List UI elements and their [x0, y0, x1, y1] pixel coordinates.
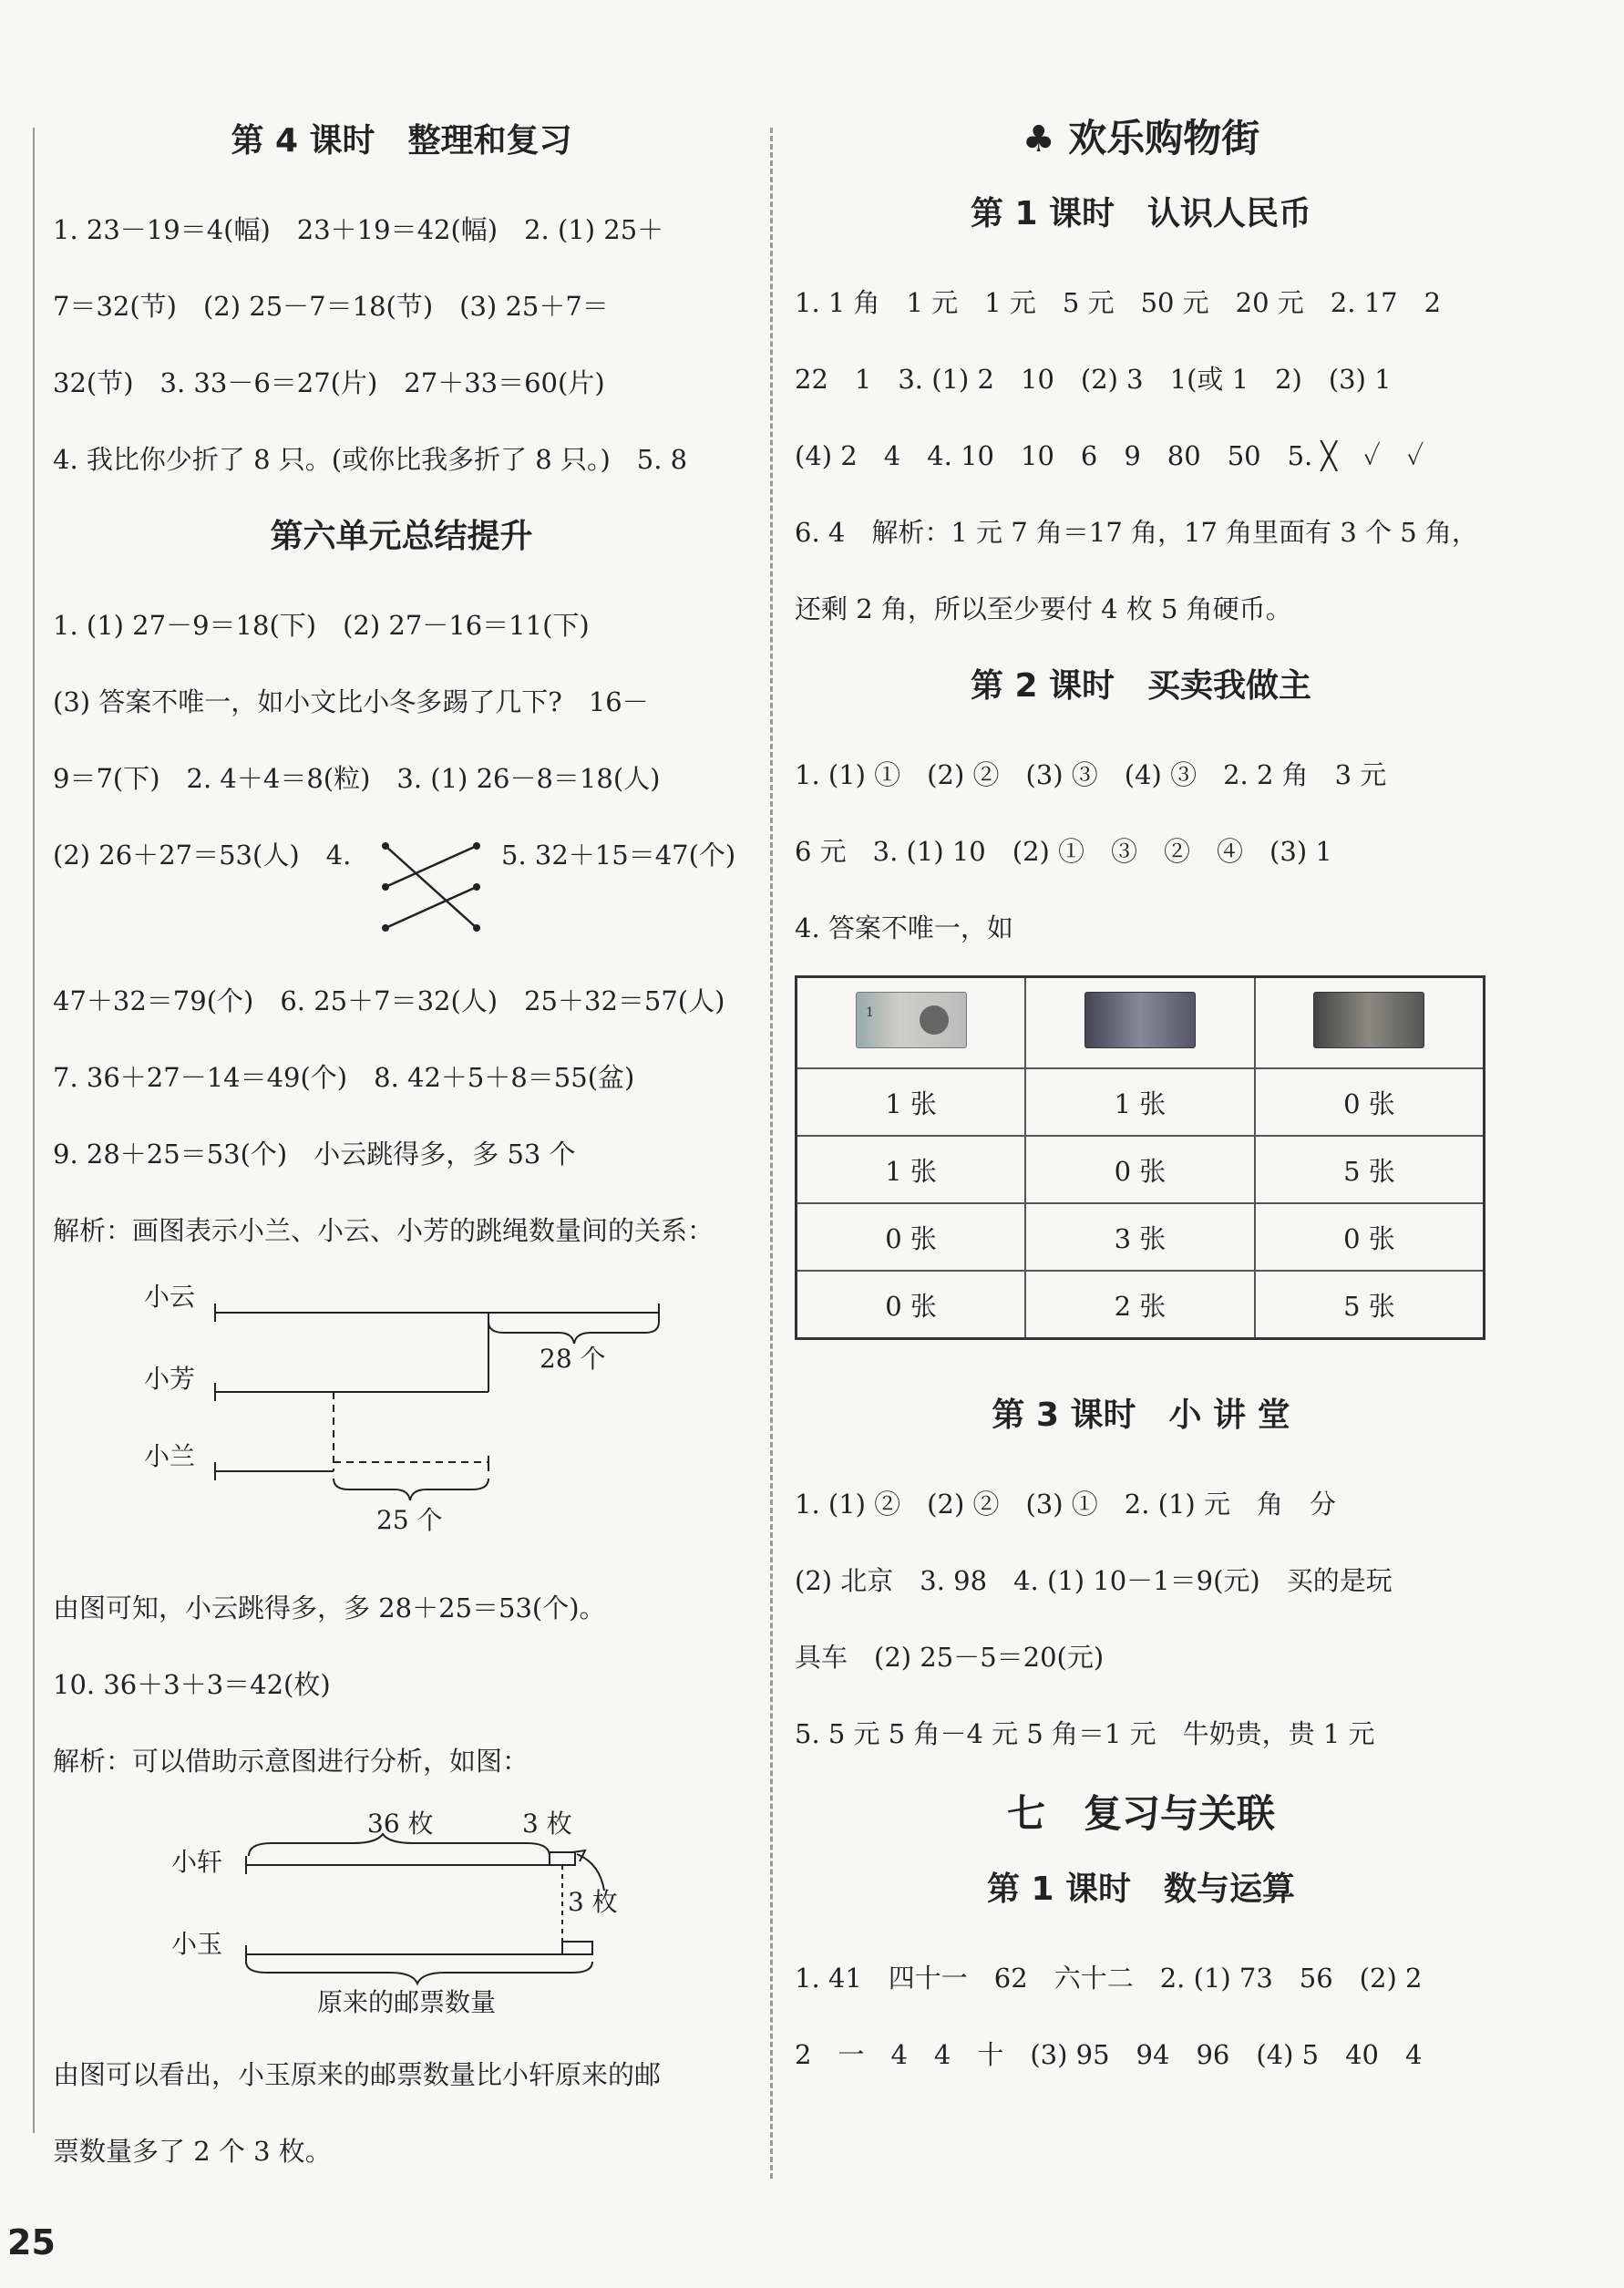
matching-line-row [53, 817, 750, 963]
matching-diagram [376, 828, 486, 946]
diagram-label: 36 枚 [367, 1809, 434, 1839]
table-cell: 3 张 [1025, 1203, 1255, 1271]
answer-line: 1. (1) 27－9＝18(下) (2) 27－16＝11(下) [53, 610, 590, 641]
answer-line: 4. 答案不唯一，如 [795, 912, 1013, 943]
banknote-5-jiao [1025, 977, 1255, 1069]
right-column [795, 116, 1487, 2093]
table-cell: 5 张 [1255, 1136, 1485, 1203]
answer-line: 22 1 3. (1) 2 10 (2) 3 1(或 1 2) (3) 1 [795, 364, 1392, 395]
brace-label: 28 个 [540, 1344, 606, 1374]
unit-title: ♣ 欢乐购物街 [1022, 116, 1260, 160]
match-line [385, 846, 477, 887]
answer-line: 由图可知，小云跳得多，多 28＋25＝53(个)。 [53, 1592, 606, 1623]
answer-text: 5. 32＋15＝47(个) [501, 840, 736, 871]
answer-line: 7＝32(节) (2) 25－7＝18(节) (3) 25＋7＝ [53, 291, 609, 322]
left-column [53, 119, 750, 2190]
page-number: 25 [7, 2222, 56, 2262]
answer-line: 1. 41 四十一 62 六十二 2. (1) 73 56 (2) 2 [795, 1963, 1423, 1994]
match-line [385, 846, 477, 928]
diagram-label: 原来的邮票数量 [317, 1987, 497, 2017]
match-line [385, 887, 477, 928]
table-cell: 0 张 [797, 1203, 1026, 1271]
answer-line: 47＋32＝79(个) 6. 25＋7＝32(人) 25＋32＝57(人) [53, 985, 725, 1016]
table-cell: 5 张 [1255, 1271, 1485, 1339]
answer-line: 票数量多了 2 个 3 枚。 [53, 2136, 332, 2167]
answer-line: 1. (1) ② (2) ② (3) ① 2. (1) 元 角 分 [795, 1489, 1336, 1520]
brace-label: 25 个 [376, 1505, 443, 1535]
banknote-2-jiao [1255, 977, 1485, 1069]
answer-line: 5. 5 元 5 角－4 元 5 角＝1 元 牛奶贵，贵 1 元 [795, 1718, 1375, 1749]
answer-line: 9. 28＋25＝53(个) 小云跳得多，多 53 个 [53, 1139, 576, 1170]
table-row [797, 1136, 1485, 1203]
answer-line: 还剩 2 角，所以至少要付 4 枚 5 角硬币。 [795, 593, 1292, 624]
section-title: 第 1 课时 数与运算 [986, 1871, 1296, 1908]
section-title: 第六单元总结提升 [270, 518, 533, 555]
answer-line: 6. 4 解析：1 元 7 角＝17 角，17 角里面有 3 个 5 角， [795, 517, 1478, 548]
diagram-label: 小芳 [144, 1364, 196, 1394]
table-cell: 1 张 [1025, 1068, 1255, 1136]
answer-line: 解析：可以借助示意图进行分析，如图： [53, 1746, 529, 1777]
diagram-label: 3 枚 [522, 1809, 572, 1839]
section-title: 第 1 课时 认识人民币 [970, 195, 1312, 232]
answer-line: 2 一 4 4 十 (3) 95 94 96 (4) 5 40 4 [795, 2039, 1423, 2070]
answer-line: 由图可以看出，小玉原来的邮票数量比小轩原来的邮 [53, 2059, 662, 2090]
answer-line: 1. 1 角 1 元 1 元 5 元 50 元 20 元 2. 17 2 [795, 287, 1442, 318]
answer-text: (2) 26＋27＝53(人) 4. [53, 840, 352, 871]
answer-line: 1. 23－19＝4(幅) 23＋19＝42(幅) 2. (1) 25＋ [53, 214, 664, 245]
table-row [797, 1203, 1485, 1271]
answer-line: 7. 36＋27－14＝49(个) 8. 42＋5＋8＝55(盆) [53, 1062, 635, 1093]
section-title: 第 2 课时 买卖我做主 [970, 667, 1312, 705]
answer-line: 10. 36＋3＋3＝42(枚) [53, 1669, 331, 1700]
left-margin-rule [33, 128, 35, 2133]
section-title: 第 3 课时 小 讲 堂 [992, 1397, 1290, 1434]
answer-line: 具车 (2) 25－5＝20(元) [795, 1642, 1105, 1673]
answer-line: 6 元 3. (1) 10 (2) ① ③ ② ④ (3) 1 [795, 836, 1332, 867]
answer-line: 4. 我比你少折了 8 只。(或你比我多折了 8 只。) 5. 8 [53, 444, 688, 475]
diagram-label: 小轩 [171, 1847, 223, 1877]
stamp-diagram [53, 1799, 745, 2036]
diagram-label: 小云 [144, 1282, 196, 1312]
table-cell: 0 张 [1025, 1136, 1255, 1203]
answer-line: (2) 北京 3. 98 4. (1) 10－1＝9(元) 买的是玩 [795, 1565, 1393, 1596]
answer-line: 解析：画图表示小兰、小云、小芳的跳绳数量间的关系： [53, 1215, 714, 1246]
answer-line: 9＝7(下) 2. 4＋4＝8(粒) 3. (1) 26－8＝18(人) [53, 763, 661, 794]
section-title: 第 4 课时 整理和复习 [231, 122, 572, 160]
table-cell: 0 张 [797, 1271, 1026, 1339]
money-table [795, 975, 1485, 1340]
answer-line: 1. (1) ① (2) ② (3) ③ (4) ③ 2. 2 角 3 元 [795, 759, 1387, 790]
unit-title: 七 复习与关联 [1006, 1791, 1275, 1836]
answer-line: 32(节) 3. 33－6＝27(片) 27＋33＝60(片) [53, 367, 605, 398]
banknote-1-yuan [797, 977, 1026, 1069]
table-cell: 1 张 [797, 1136, 1026, 1203]
table-cell: 2 张 [1025, 1271, 1255, 1339]
clover-icon: ♣ [1022, 119, 1055, 160]
diagram-label: 小玉 [171, 1929, 223, 1959]
table-cell: 1 张 [797, 1068, 1026, 1136]
svg-text:1: 1 [865, 1005, 874, 1020]
column-divider [770, 128, 773, 2179]
table-header-row [797, 977, 1485, 1069]
table-cell: 0 张 [1255, 1203, 1485, 1271]
diagram-label: 3 枚 [568, 1887, 618, 1917]
answer-line: (3) 答案不唯一，如小文比小冬多踢了几下? 16－ [53, 686, 649, 717]
answer-line: (4) 2 4 4. 10 10 6 9 80 50 5. ╳ ✓ ✓ [795, 440, 1424, 471]
diagram-label: 小兰 [144, 1441, 196, 1471]
table-row [797, 1271, 1485, 1339]
table-cell: 0 张 [1255, 1068, 1485, 1136]
rope-skipping-diagram [53, 1269, 745, 1570]
table-row [797, 1068, 1485, 1136]
